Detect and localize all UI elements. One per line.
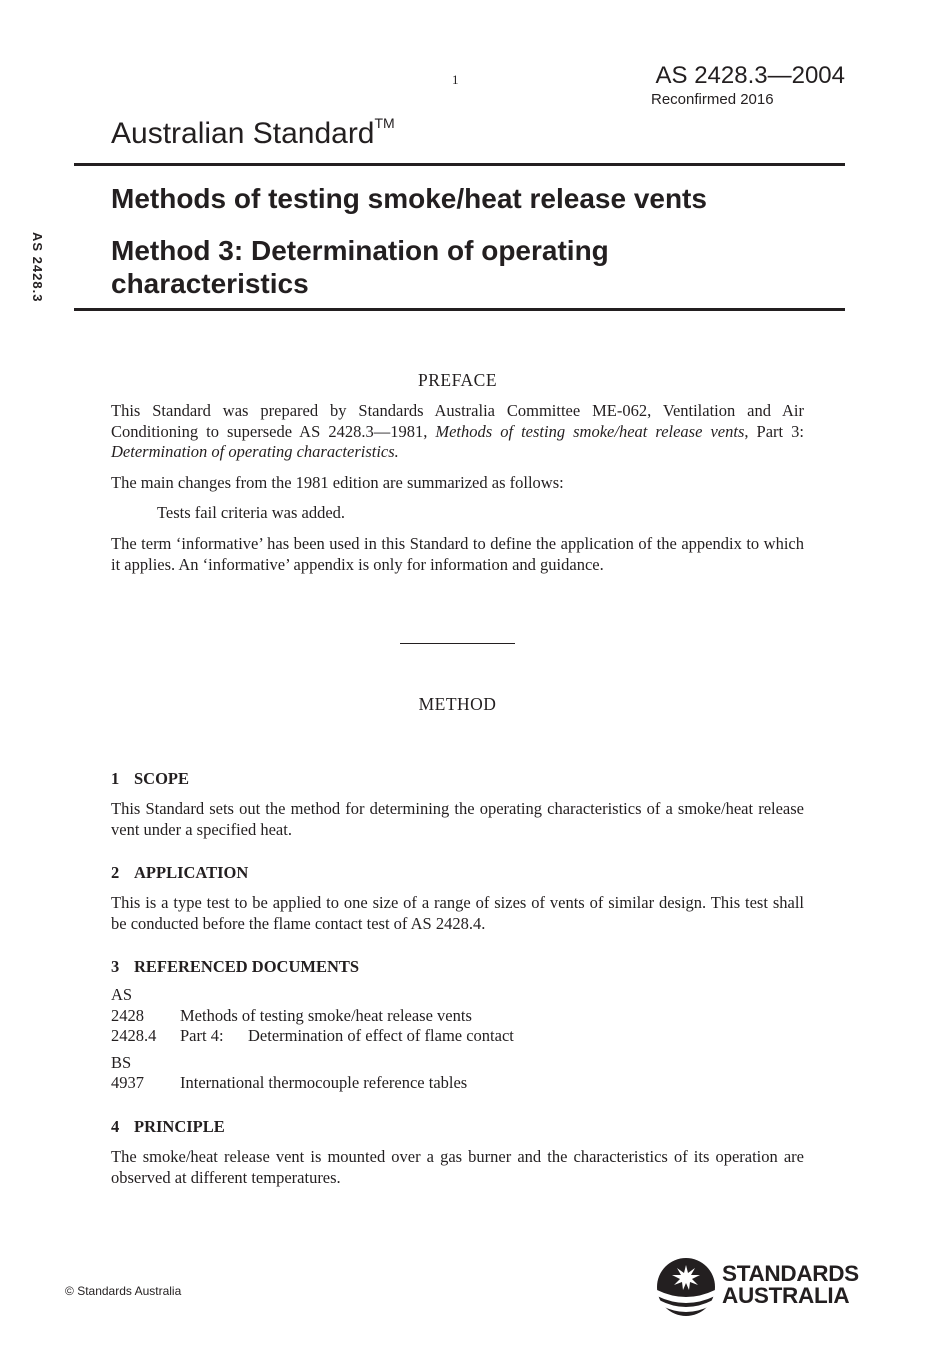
copyright-icon: © bbox=[65, 1284, 74, 1298]
preface-p1-text: This Standard was prepared by Standards Australia Committee ME-062, Ventilation and Air Conditioning to supersede AS 2428.3—1981, bbox=[111, 401, 804, 441]
page-number: 1 bbox=[452, 72, 459, 87]
method-heading: METHOD bbox=[418, 694, 497, 714]
copyright-text: Standards Australia bbox=[77, 1284, 182, 1298]
section-3-number: 3 bbox=[111, 957, 120, 976]
section-3-heading bbox=[111, 957, 359, 977]
side-label: AS 2428.3 bbox=[30, 232, 45, 303]
reference-item bbox=[111, 1006, 804, 1027]
reference-group-bs: BS bbox=[111, 1052, 132, 1072]
preface-paragraph-3: The term ‘informative’ has been used in this Standard to define the application of the appendix to which it applies. An ‘informative’ appendix is only for information and guidance. bbox=[111, 534, 804, 574]
section-2-text: This is a type test to be applied to one size of a range of sizes of vents of similar design. This test shall be conducted before the flame contact test of AS 2428.4. bbox=[111, 893, 804, 933]
reference-code: 2428.4 bbox=[111, 1026, 157, 1045]
section-1-heading bbox=[111, 769, 189, 789]
standards-australia-logo-text bbox=[722, 1263, 859, 1307]
brand-title bbox=[111, 117, 395, 151]
reference-part: Part 4: bbox=[180, 1026, 224, 1045]
copyright-notice bbox=[65, 1284, 181, 1298]
preface-paragraph-2: The main changes from the 1981 edition are summarized as follows: bbox=[111, 473, 564, 492]
reference-title: Determination of effect of flame contact bbox=[248, 1026, 514, 1045]
reference-item bbox=[111, 1073, 804, 1094]
standard-number: AS 2428.3—2004 bbox=[655, 62, 845, 89]
reference-group-as: AS bbox=[111, 985, 133, 1004]
reference-code: 4937 bbox=[111, 1073, 144, 1092]
preface-paragraph-1 bbox=[111, 401, 804, 463]
header-rule-top bbox=[74, 163, 845, 166]
section-4-number: 4 bbox=[111, 1117, 120, 1136]
section-4-heading bbox=[111, 1117, 225, 1137]
document-title: Methods of testing smoke/heat release vents bbox=[111, 183, 707, 214]
preface-p1-part: , Part 3: bbox=[744, 421, 804, 441]
section-1-text: This Standard sets out the method for determining the operating characteristics of a smoke/heat release vent under a specified heat. bbox=[111, 799, 804, 839]
section-1-title: SCOPE bbox=[134, 769, 190, 788]
logo-line-2: AUSTRALIA bbox=[722, 1283, 850, 1308]
section-divider bbox=[400, 643, 515, 644]
header-rule-bottom bbox=[74, 308, 845, 311]
reference-item bbox=[111, 1026, 804, 1047]
brand-text: Australian Standard bbox=[111, 117, 375, 150]
standards-australia-logo-icon bbox=[655, 1256, 717, 1318]
section-2-number: 2 bbox=[111, 863, 120, 882]
reference-code: 2428 bbox=[111, 1005, 144, 1025]
section-1-number: 1 bbox=[111, 769, 120, 788]
section-4-title: PRINCIPLE bbox=[134, 1117, 225, 1136]
method-title bbox=[111, 234, 731, 300]
trademark-mark: TM bbox=[374, 115, 395, 131]
section-4-text: The smoke/heat release vent is mounted over a gas burner and the characteristics of its operation are observed at different temperatures. bbox=[111, 1147, 804, 1187]
reference-title: International thermocouple reference tables bbox=[180, 1073, 468, 1092]
references-list bbox=[111, 985, 804, 1094]
reconfirmed-date: Reconfirmed 2016 bbox=[651, 91, 774, 108]
preface-p1-title: Methods of testing smoke/heat release vents bbox=[435, 421, 745, 441]
section-3-title: REFERENCED DOCUMENTS bbox=[134, 957, 360, 976]
section-2-title: APPLICATION bbox=[134, 863, 249, 882]
preface-change-item: Tests fail criteria was added. bbox=[157, 503, 346, 522]
reference-title: Methods of testing smoke/heat release vents bbox=[180, 1005, 472, 1025]
preface-p1-subtitle: Determination of operating characteristics. bbox=[111, 442, 399, 461]
method-title-line2: characteristics bbox=[111, 268, 309, 299]
section-2-heading bbox=[111, 863, 248, 883]
method-title-line1: Method 3: Determination of operating bbox=[111, 235, 609, 266]
preface-heading: PREFACE bbox=[417, 370, 498, 390]
logo-line-1: STANDARDS bbox=[722, 1261, 859, 1286]
